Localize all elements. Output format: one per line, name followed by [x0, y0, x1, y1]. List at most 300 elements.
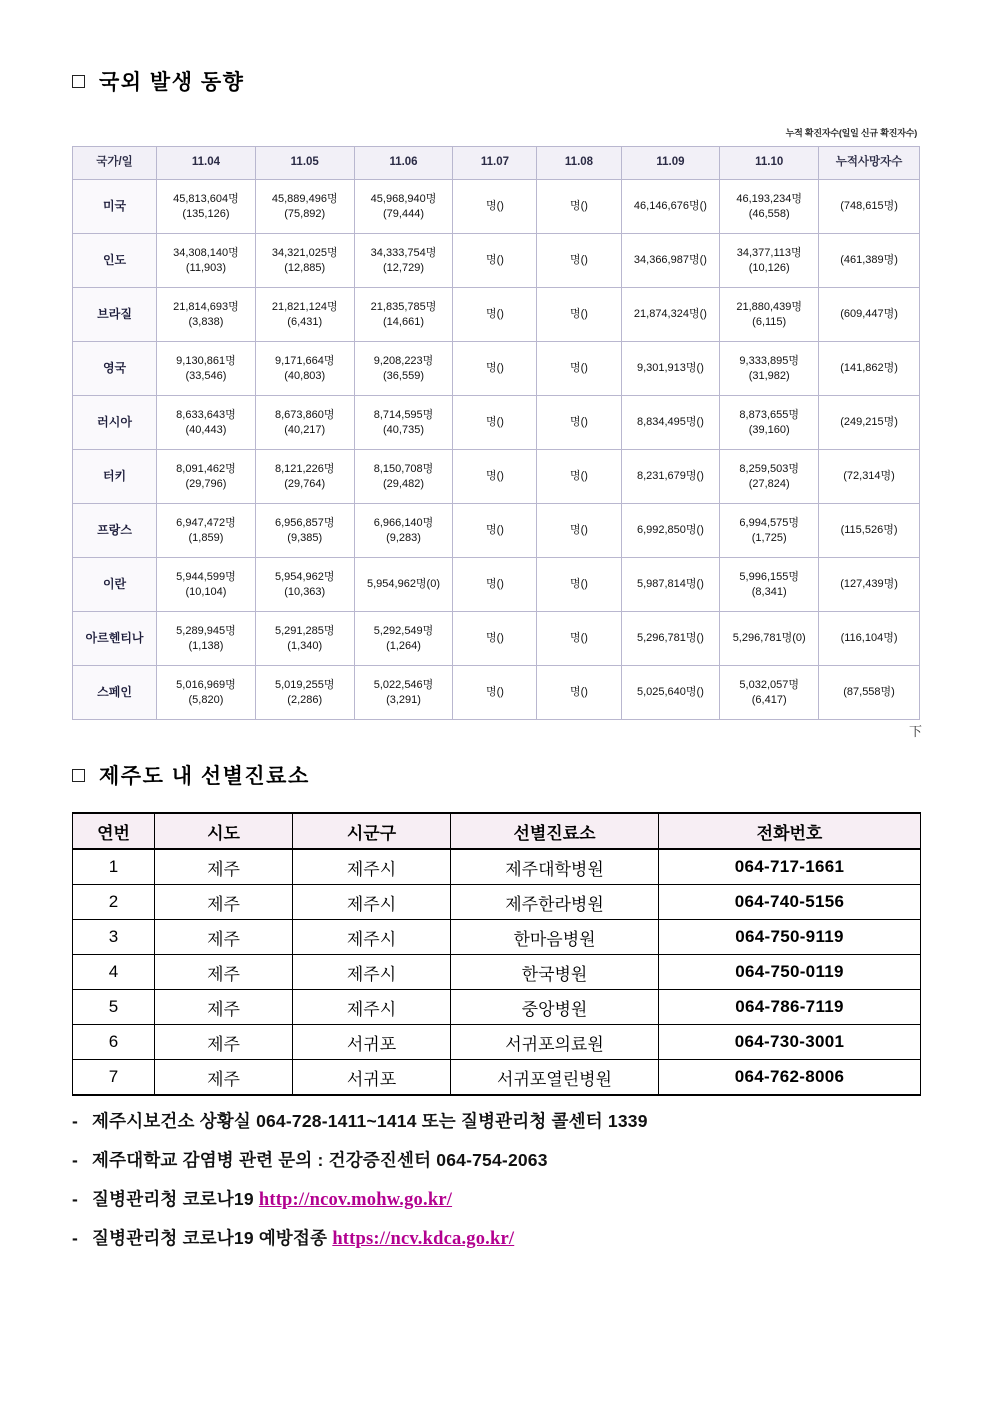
- sigungu-cell: 제주시: [293, 990, 451, 1025]
- cell-main: 34,321,025명: [271, 246, 338, 259]
- center-name-cell: 한마음병원: [451, 920, 659, 955]
- sigungu-cell: 제주시: [293, 849, 451, 885]
- data-cell: [157, 180, 256, 234]
- row-number: 4: [73, 955, 155, 990]
- phone-cell: 064-786-7119: [659, 990, 921, 1025]
- table-row: [73, 396, 920, 450]
- cell-sub: (29,764): [284, 477, 326, 490]
- cell-main: 명(): [485, 578, 504, 591]
- cell-sub: (29,482): [383, 477, 424, 490]
- overseas-section-heading: [72, 66, 244, 96]
- cell-main: 6,956,857명: [274, 516, 335, 529]
- data-cell: [537, 342, 621, 396]
- cell-main: 명(): [570, 362, 588, 375]
- sido-cell: 제주: [155, 955, 293, 990]
- data-cell: [720, 234, 819, 288]
- cell-sub: (29,796): [185, 477, 227, 490]
- cell-main: 9,208,223명: [373, 354, 434, 367]
- cell-main: 8,714,595명: [373, 408, 434, 421]
- sigungu-cell: 제주시: [293, 885, 451, 920]
- data-cell: [255, 288, 354, 342]
- ncv-kdca-link[interactable]: https://ncv.kdca.go.kr/: [332, 1229, 515, 1249]
- cell-sub: (135,126): [182, 207, 230, 220]
- table-row: [73, 504, 920, 558]
- data-cell: [453, 450, 537, 504]
- row-number: 1: [73, 849, 155, 885]
- row-number: 2: [73, 885, 155, 920]
- data-cell: [819, 612, 920, 666]
- data-cell: [453, 288, 537, 342]
- cell-main: (249,215명): [840, 416, 898, 429]
- table-row: [73, 849, 921, 885]
- country-label: 아르헨티나: [73, 612, 157, 666]
- cell-main: 명(): [570, 632, 588, 645]
- overseas-col-header: 국가/일: [73, 147, 157, 180]
- sido-cell: 제주: [155, 990, 293, 1025]
- footnote-item: [72, 1108, 932, 1133]
- page-corner-mark: 下: [908, 724, 922, 739]
- data-cell: [819, 666, 920, 720]
- data-cell: [819, 504, 920, 558]
- cell-sub: (27,824): [748, 477, 790, 490]
- overseas-col-header: 11.10: [720, 147, 819, 180]
- cell-sub: (2,286): [287, 693, 323, 706]
- sigungu-cell: 제주시: [293, 920, 451, 955]
- footnotes: [72, 1108, 932, 1264]
- cell-sub: (6,431): [287, 315, 323, 328]
- overseas-col-header: 11.04: [157, 147, 256, 180]
- overseas-col-header: 11.08: [537, 147, 621, 180]
- overseas-col-header: 누적사망자수: [819, 147, 920, 180]
- cell-sub: (1,264): [386, 639, 421, 652]
- overseas-col-header: 11.05: [255, 147, 354, 180]
- cell-main: 6,966,140명: [373, 516, 434, 529]
- data-cell: [621, 234, 720, 288]
- cell-main: 명(): [570, 200, 588, 213]
- cell-sub: (40,217): [284, 423, 326, 436]
- cell-main: 명(): [570, 416, 588, 429]
- cell-sub: (31,982): [748, 369, 790, 382]
- data-cell: [720, 558, 819, 612]
- cell-main: 21,880,439명: [736, 300, 803, 313]
- cell-sub: (79,444): [383, 207, 424, 220]
- data-cell: [157, 504, 256, 558]
- cell-main: 21,835,785명: [370, 300, 437, 313]
- cell-main: 34,308,140명: [173, 246, 239, 259]
- data-cell: [157, 666, 256, 720]
- screening-table: [72, 812, 921, 1096]
- sido-cell: 제주: [155, 885, 293, 920]
- data-cell: [157, 450, 256, 504]
- cell-main: 명(): [570, 470, 588, 483]
- country-label: 터키: [73, 450, 157, 504]
- center-name-cell: 제주대학병원: [451, 849, 659, 885]
- data-cell: [354, 504, 453, 558]
- cell-sub: (6,417): [751, 693, 787, 706]
- screening-col-header: 선별진료소: [451, 813, 659, 849]
- footnote-text: 질병관리청 코로나19 예방접종: [92, 1228, 333, 1248]
- cell-main: 8,150,708명: [373, 462, 434, 475]
- cell-main: 5,996,155명: [739, 570, 799, 583]
- table-row: [73, 450, 920, 504]
- cell-main: 21,814,693명: [173, 300, 239, 313]
- cell-main: 9,301,913명(): [636, 362, 704, 375]
- dash-marker: -: [72, 1111, 79, 1131]
- cell-sub: (5,820): [188, 693, 224, 706]
- data-cell: [720, 504, 819, 558]
- dash-marker: -: [72, 1228, 79, 1248]
- cell-main: 45,968,940명: [370, 192, 437, 205]
- cell-main: 명(): [485, 254, 504, 267]
- data-cell: [537, 558, 621, 612]
- cell-sub: (9,283): [386, 531, 421, 544]
- cell-main: 45,813,604명: [173, 192, 239, 205]
- cell-main: 명(): [485, 416, 504, 429]
- screening-col-header: 전화번호: [659, 813, 921, 849]
- cell-sub: (3,291): [386, 693, 421, 706]
- data-cell: [537, 612, 621, 666]
- data-cell: [255, 612, 354, 666]
- cell-main: 9,130,861명: [176, 354, 236, 367]
- table-row: [73, 180, 920, 234]
- cell-sub: (1,138): [188, 639, 224, 652]
- footnote-item: [72, 1186, 932, 1211]
- data-cell: [537, 450, 621, 504]
- sido-cell: 제주: [155, 849, 293, 885]
- data-cell: [621, 504, 720, 558]
- row-number: 5: [73, 990, 155, 1025]
- cell-main: 8,231,679명(): [636, 470, 704, 483]
- cell-main: 46,193,234명: [736, 192, 803, 205]
- country-label: 미국: [73, 180, 157, 234]
- cell-main: (115,526명): [840, 524, 898, 537]
- data-cell: [453, 234, 537, 288]
- dash-marker: -: [72, 1150, 79, 1170]
- cell-main: 45,889,496명: [271, 192, 338, 205]
- cell-main: (72,314명): [843, 470, 895, 483]
- data-cell: [255, 558, 354, 612]
- table-row: [73, 288, 920, 342]
- data-cell: [819, 288, 920, 342]
- data-cell: [720, 396, 819, 450]
- data-cell: [255, 396, 354, 450]
- cell-main: (461,389명): [840, 254, 898, 267]
- cell-main: 5,987,814명(): [636, 578, 704, 591]
- cell-main: 명(): [485, 308, 504, 321]
- cell-main: 8,121,226명: [274, 462, 335, 475]
- data-cell: [621, 396, 720, 450]
- table-row: [73, 342, 920, 396]
- data-cell: [453, 504, 537, 558]
- cell-main: 6,992,850명(): [636, 524, 704, 537]
- cell-sub: (10,104): [185, 585, 227, 598]
- table-row: [73, 955, 921, 990]
- data-cell: [621, 666, 720, 720]
- overseas-col-header: 11.07: [453, 147, 537, 180]
- screening-table-wrap: [72, 812, 920, 1096]
- table-row: [73, 1025, 921, 1060]
- cell-sub: (36,559): [383, 369, 424, 382]
- country-label: 스페인: [73, 666, 157, 720]
- screening-header-row: [73, 813, 921, 849]
- cell-sub: (6,115): [752, 315, 787, 328]
- sigungu-cell: 서귀포: [293, 1060, 451, 1096]
- cell-main: 명(): [485, 632, 504, 645]
- phone-cell: 064-750-9119: [659, 920, 921, 955]
- cell-sub: (39,160): [748, 423, 790, 436]
- table-row: [73, 990, 921, 1025]
- data-cell: [354, 342, 453, 396]
- cell-main: 명(): [485, 200, 504, 213]
- cell-main: 5,289,945명: [176, 624, 236, 637]
- data-cell: [255, 450, 354, 504]
- cell-main: 명(): [570, 254, 588, 267]
- data-cell: [255, 504, 354, 558]
- cell-main: 5,019,255명: [274, 678, 335, 691]
- cell-sub: (12,885): [284, 261, 326, 274]
- overseas-header-row: [73, 147, 920, 180]
- cell-sub: (40,443): [185, 423, 227, 436]
- data-cell: [157, 558, 256, 612]
- center-name-cell: 한국병원: [451, 955, 659, 990]
- phone-cell: 064-717-1661: [659, 849, 921, 885]
- cell-main: 명(): [485, 524, 504, 537]
- data-cell: [537, 504, 621, 558]
- cell-sub: (1,725): [751, 531, 787, 544]
- cell-main: (141,862명): [840, 362, 898, 375]
- cell-main: 5,944,599명: [176, 570, 236, 583]
- cell-main: 9,171,664명: [274, 354, 335, 367]
- cell-main: (116,104명): [840, 632, 898, 645]
- data-cell: [621, 288, 720, 342]
- cell-main: (87,558명): [843, 686, 895, 699]
- phone-cell: 064-762-8006: [659, 1060, 921, 1096]
- checkbox-icon: [72, 75, 85, 88]
- data-cell: [720, 180, 819, 234]
- data-cell: [453, 342, 537, 396]
- data-cell: [354, 450, 453, 504]
- screening-section-title: 제주도 내 선별진료소: [99, 765, 310, 788]
- overseas-section-title: 국외 발생 동향: [99, 71, 245, 94]
- cell-main: 5,954,962명: [274, 570, 335, 583]
- table-row: [73, 1060, 921, 1096]
- country-label: 인도: [73, 234, 157, 288]
- data-cell: [453, 612, 537, 666]
- cell-sub: (8,341): [751, 585, 787, 598]
- data-cell: [157, 234, 256, 288]
- cell-sub: (9,385): [287, 531, 323, 544]
- cell-main: 8,259,503명: [739, 462, 799, 475]
- cell-main: 6,947,472명: [176, 516, 236, 529]
- data-cell: [537, 666, 621, 720]
- sigungu-cell: 서귀포: [293, 1025, 451, 1060]
- data-cell: [819, 450, 920, 504]
- cell-main: 5,022,546명: [373, 678, 434, 691]
- cell-sub: (40,735): [383, 423, 424, 436]
- data-cell: [453, 558, 537, 612]
- cell-main: 8,091,462명: [176, 462, 236, 475]
- cell-main: 8,633,643명: [176, 408, 236, 421]
- row-number: 3: [73, 920, 155, 955]
- data-cell: [720, 288, 819, 342]
- cell-main: 5,296,781명(0): [732, 632, 806, 645]
- cell-main: 명(): [485, 362, 504, 375]
- footnote-text: 질병관리청 코로나19: [92, 1189, 259, 1209]
- data-cell: [537, 288, 621, 342]
- screening-section-heading: [72, 760, 310, 790]
- cell-main: 명(): [570, 524, 588, 537]
- cell-main: 8,673,860명: [274, 408, 335, 421]
- cell-sub: (33,546): [185, 369, 227, 382]
- cell-main: 명(): [570, 686, 588, 699]
- cell-main: 5,954,962명(0): [367, 578, 441, 591]
- country-label: 이란: [73, 558, 157, 612]
- overseas-table-note: 누적 확진자수(일일 신규 확진자수): [785, 128, 917, 138]
- overseas-col-header: 11.09: [621, 147, 720, 180]
- cell-sub: (40,803): [284, 369, 326, 382]
- cell-main: 5,032,057명: [739, 678, 799, 691]
- table-row: [73, 558, 920, 612]
- cell-main: 34,366,987명(): [633, 254, 707, 267]
- cell-sub: (75,892): [284, 207, 326, 220]
- phone-cell: 064-750-0119: [659, 955, 921, 990]
- screening-col-header: 연번: [73, 813, 155, 849]
- table-row: [73, 612, 920, 666]
- ncov-mohw-link[interactable]: http://ncov.mohw.go.kr/: [258, 1190, 453, 1210]
- data-cell: [354, 666, 453, 720]
- cell-main: 5,292,549명: [373, 624, 434, 637]
- data-cell: [621, 558, 720, 612]
- country-label: 프랑스: [73, 504, 157, 558]
- footnote-text: 제주대학교 감염병 관련 문의 : 건강증진센터 064-754-2063: [92, 1150, 548, 1170]
- cell-main: 5,025,640명(): [636, 686, 704, 699]
- data-cell: [621, 342, 720, 396]
- overseas-table: [72, 146, 920, 720]
- data-cell: [157, 396, 256, 450]
- data-cell: [720, 342, 819, 396]
- data-cell: [537, 396, 621, 450]
- data-cell: [255, 180, 354, 234]
- cell-main: 5,296,781명(): [636, 632, 704, 645]
- table-row: [73, 920, 921, 955]
- data-cell: [819, 558, 920, 612]
- data-cell: [819, 342, 920, 396]
- cell-main: 34,333,754명: [370, 246, 437, 259]
- country-label: 브라질: [73, 288, 157, 342]
- cell-main: 8,834,495명(): [636, 416, 704, 429]
- cell-main: 21,821,124명: [271, 300, 338, 313]
- row-number: 7: [73, 1060, 155, 1096]
- data-cell: [255, 234, 354, 288]
- table-row: [73, 666, 920, 720]
- cell-main: 9,333,895명: [739, 354, 799, 367]
- data-cell: [453, 666, 537, 720]
- sido-cell: 제주: [155, 1060, 293, 1096]
- data-cell: [354, 558, 453, 612]
- data-cell: [819, 234, 920, 288]
- cell-sub: (46,558): [748, 207, 790, 220]
- cell-main: 명(): [570, 578, 588, 591]
- data-cell: [354, 396, 453, 450]
- sido-cell: 제주: [155, 920, 293, 955]
- footnote-item: [72, 1225, 932, 1250]
- cell-sub: (1,340): [287, 639, 323, 652]
- data-cell: [255, 342, 354, 396]
- center-name-cell: 중앙병원: [451, 990, 659, 1025]
- footnote-text: 제주시보건소 상황실 064-728-1411~1414 또는 질병관리청 콜센터 1339: [92, 1111, 648, 1131]
- cell-main: 34,377,113명: [736, 246, 802, 259]
- cell-main: (609,447명): [840, 308, 898, 321]
- phone-cell: 064-730-3001: [659, 1025, 921, 1060]
- cell-sub: (10,126): [748, 261, 790, 274]
- cell-sub: (11,903): [185, 261, 227, 274]
- cell-main: 8,873,655명: [739, 408, 799, 421]
- cell-main: 명(): [485, 686, 504, 699]
- data-cell: [819, 396, 920, 450]
- cell-main: 6,994,575명: [739, 516, 799, 529]
- center-name-cell: 서귀포열린병원: [451, 1060, 659, 1096]
- data-cell: [354, 234, 453, 288]
- cell-main: (127,439명): [840, 578, 898, 591]
- cell-main: 명(): [485, 470, 504, 483]
- phone-cell: 064-740-5156: [659, 885, 921, 920]
- data-cell: [621, 450, 720, 504]
- data-cell: [819, 180, 920, 234]
- cell-main: 46,146,676명(): [633, 200, 707, 213]
- cell-main: 21,874,324명(): [633, 308, 707, 321]
- screening-col-header: 시도: [155, 813, 293, 849]
- cell-main: 5,291,285명: [274, 624, 335, 637]
- sigungu-cell: 제주시: [293, 955, 451, 990]
- center-name-cell: 제주한라병원: [451, 885, 659, 920]
- country-label: 영국: [73, 342, 157, 396]
- overseas-table-wrap: [72, 146, 922, 739]
- cell-main: 명(): [570, 308, 588, 321]
- data-cell: [255, 666, 354, 720]
- data-cell: [453, 180, 537, 234]
- overseas-col-header: 11.06: [354, 147, 453, 180]
- screening-col-header: 시군구: [293, 813, 451, 849]
- center-name-cell: 서귀포의료원: [451, 1025, 659, 1060]
- cell-sub: (14,661): [383, 315, 424, 328]
- data-cell: [453, 396, 537, 450]
- sido-cell: 제주: [155, 1025, 293, 1060]
- cell-sub: (1,859): [188, 531, 224, 544]
- data-cell: [621, 612, 720, 666]
- data-cell: [157, 342, 256, 396]
- data-cell: [537, 180, 621, 234]
- table-row: [73, 234, 920, 288]
- table-row: [73, 885, 921, 920]
- checkbox-icon: [72, 769, 85, 782]
- row-number: 6: [73, 1025, 155, 1060]
- data-cell: [720, 612, 819, 666]
- data-cell: [354, 288, 453, 342]
- cell-main: (748,615명): [840, 200, 898, 213]
- cell-main: 5,016,969명: [176, 678, 236, 691]
- cell-sub: (10,363): [284, 585, 326, 598]
- data-cell: [621, 180, 720, 234]
- country-label: 러시아: [73, 396, 157, 450]
- data-cell: [354, 180, 453, 234]
- cell-sub: (3,838): [188, 315, 224, 328]
- footnote-item: [72, 1147, 932, 1172]
- data-cell: [720, 450, 819, 504]
- dash-marker: -: [72, 1189, 79, 1209]
- cell-sub: (12,729): [383, 261, 424, 274]
- data-cell: [157, 288, 256, 342]
- data-cell: [537, 234, 621, 288]
